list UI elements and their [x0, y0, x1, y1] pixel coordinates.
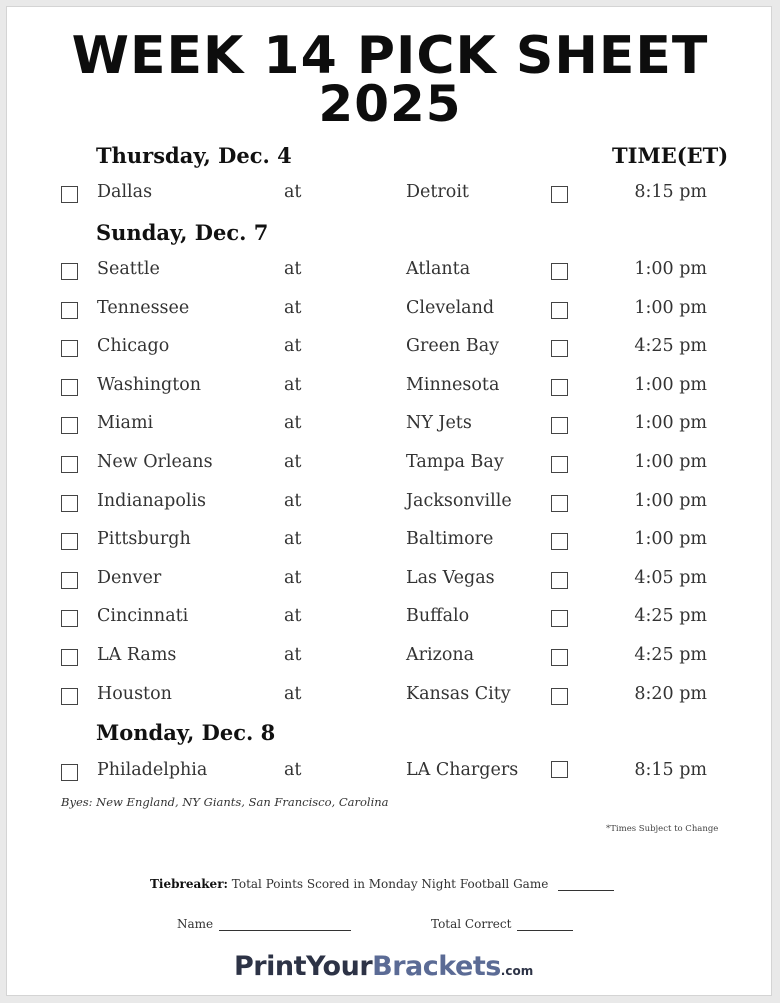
logo-part-2: Brackets	[372, 951, 501, 982]
logo-part-1: PrintYour	[234, 951, 373, 982]
game-row	[0, 491, 780, 521]
game-row	[0, 645, 780, 675]
game-time: 4:25 pm	[634, 336, 707, 357]
game-row	[0, 529, 780, 559]
away-team-checkbox[interactable]	[61, 263, 78, 280]
total-correct-field[interactable]	[517, 918, 573, 931]
page-title-year: 2025	[318, 75, 462, 133]
tiebreaker-field[interactable]	[558, 878, 614, 891]
game-time: 1:00 pm	[634, 413, 707, 434]
home-team-checkbox[interactable]	[551, 302, 568, 319]
away-team: Seattle	[97, 259, 160, 279]
at-separator: at	[284, 452, 302, 472]
day-heading: Sunday, Dec. 7	[96, 220, 269, 245]
home-team-checkbox[interactable]	[551, 340, 568, 357]
day-heading: Thursday, Dec. 4	[96, 143, 292, 168]
at-separator: at	[284, 645, 302, 665]
byes-text: Byes: New England, NY Giants, San Francisco, Carolina	[61, 795, 389, 809]
game-time: 1:00 pm	[634, 374, 707, 395]
at-separator: at	[284, 182, 302, 202]
game-time: 1:00 pm	[634, 529, 707, 550]
home-team: Arizona	[406, 645, 475, 665]
home-team-checkbox[interactable]	[551, 186, 568, 203]
game-time: 1:00 pm	[634, 452, 707, 472]
home-team-checkbox[interactable]	[551, 761, 568, 778]
times-note: *Times Subject to Change	[606, 824, 719, 834]
game-time: 4:25 pm	[634, 606, 707, 627]
away-team: Miami	[97, 413, 154, 434]
away-team-checkbox[interactable]	[61, 417, 78, 434]
home-team: Baltimore	[406, 529, 494, 550]
at-separator: at	[284, 760, 302, 780]
game-row	[0, 259, 780, 289]
logo-part-3: .com	[500, 964, 534, 978]
away-team: Pittsburgh	[97, 529, 191, 550]
home-team-checkbox[interactable]	[551, 688, 568, 705]
game-time: 1:00 pm	[634, 259, 707, 279]
game-row	[0, 298, 780, 328]
home-team: Minnesota	[406, 374, 500, 395]
at-separator: at	[284, 529, 302, 550]
brand-logo	[234, 951, 533, 982]
away-team: Indianapolis	[97, 490, 207, 511]
tiebreaker-label: Tiebreaker:	[150, 877, 228, 891]
tiebreaker-text: Total Points Scored in Monday Night Football Game	[231, 877, 549, 891]
away-team: Chicago	[97, 336, 170, 357]
game-time: 8:15 pm	[634, 182, 707, 202]
away-team-checkbox[interactable]	[61, 649, 78, 666]
at-separator: at	[284, 374, 302, 395]
away-team-checkbox[interactable]	[61, 340, 78, 357]
total-correct-group	[431, 917, 573, 931]
home-team-checkbox[interactable]	[551, 417, 568, 434]
at-separator: at	[284, 336, 302, 357]
away-team: Dallas	[97, 182, 153, 202]
away-team-checkbox[interactable]	[61, 610, 78, 627]
away-team: Washington	[97, 374, 202, 395]
away-team-checkbox[interactable]	[61, 495, 78, 512]
game-row	[0, 452, 780, 482]
home-team: Cleveland	[406, 297, 495, 318]
away-team-checkbox[interactable]	[61, 302, 78, 319]
home-team-checkbox[interactable]	[551, 456, 568, 473]
away-team-checkbox[interactable]	[61, 379, 78, 396]
at-separator: at	[284, 606, 302, 627]
home-team: Kansas City	[406, 683, 511, 704]
away-team: Tennessee	[97, 297, 190, 318]
away-team-checkbox[interactable]	[61, 764, 78, 781]
game-row	[0, 684, 780, 714]
home-team: Green Bay	[406, 336, 500, 357]
at-separator: at	[284, 413, 302, 434]
home-team-checkbox[interactable]	[551, 495, 568, 512]
home-team-checkbox[interactable]	[551, 610, 568, 627]
at-separator: at	[284, 490, 302, 511]
home-team: Las Vegas	[406, 567, 495, 588]
away-team: Houston	[97, 683, 172, 704]
away-team-checkbox[interactable]	[61, 688, 78, 705]
at-separator: at	[284, 567, 302, 588]
home-team: Buffalo	[406, 606, 470, 627]
day-heading: Monday, Dec. 8	[96, 720, 276, 745]
game-row	[0, 336, 780, 366]
home-team-checkbox[interactable]	[551, 572, 568, 589]
name-field-group	[177, 917, 351, 931]
name-field[interactable]	[219, 918, 351, 931]
game-row	[0, 760, 780, 790]
game-time: 1:00 pm	[634, 297, 707, 318]
away-team: Philadelphia	[97, 760, 208, 780]
game-time: 8:15 pm	[634, 760, 707, 780]
at-separator: at	[284, 297, 302, 318]
time-column-header: TIME(ET)	[612, 143, 729, 168]
home-team: Atlanta	[406, 259, 471, 279]
at-separator: at	[284, 259, 302, 279]
game-row	[0, 182, 780, 212]
away-team: Cincinnati	[97, 606, 189, 627]
away-team: Denver	[97, 567, 162, 588]
away-team: New Orleans	[97, 452, 213, 472]
game-time: 8:20 pm	[634, 683, 707, 704]
game-row	[0, 568, 780, 598]
game-row	[0, 375, 780, 405]
game-row	[0, 413, 780, 443]
total-correct-label: Total Correct	[431, 917, 512, 931]
away-team-checkbox[interactable]	[61, 456, 78, 473]
at-separator: at	[284, 683, 302, 704]
away-team-checkbox[interactable]	[61, 533, 78, 550]
home-team: LA Chargers	[406, 760, 519, 780]
home-team: Tampa Bay	[406, 452, 504, 472]
home-team-checkbox[interactable]	[551, 263, 568, 280]
away-team-checkbox[interactable]	[61, 572, 78, 589]
game-time: 4:25 pm	[634, 645, 707, 665]
home-team-checkbox[interactable]	[551, 379, 568, 396]
game-time: 4:05 pm	[634, 567, 707, 588]
name-label: Name	[177, 917, 214, 931]
home-team: Jacksonville	[406, 490, 512, 511]
home-team-checkbox[interactable]	[551, 649, 568, 666]
home-team: Detroit	[406, 182, 469, 202]
away-team-checkbox[interactable]	[61, 186, 78, 203]
away-team: LA Rams	[97, 645, 177, 665]
home-team-checkbox[interactable]	[551, 533, 568, 550]
home-team: NY Jets	[406, 413, 472, 434]
game-row	[0, 606, 780, 636]
page-title: WEEK 14 PICK SHEET	[71, 26, 709, 86]
game-time: 1:00 pm	[634, 490, 707, 511]
tiebreaker	[150, 877, 614, 891]
